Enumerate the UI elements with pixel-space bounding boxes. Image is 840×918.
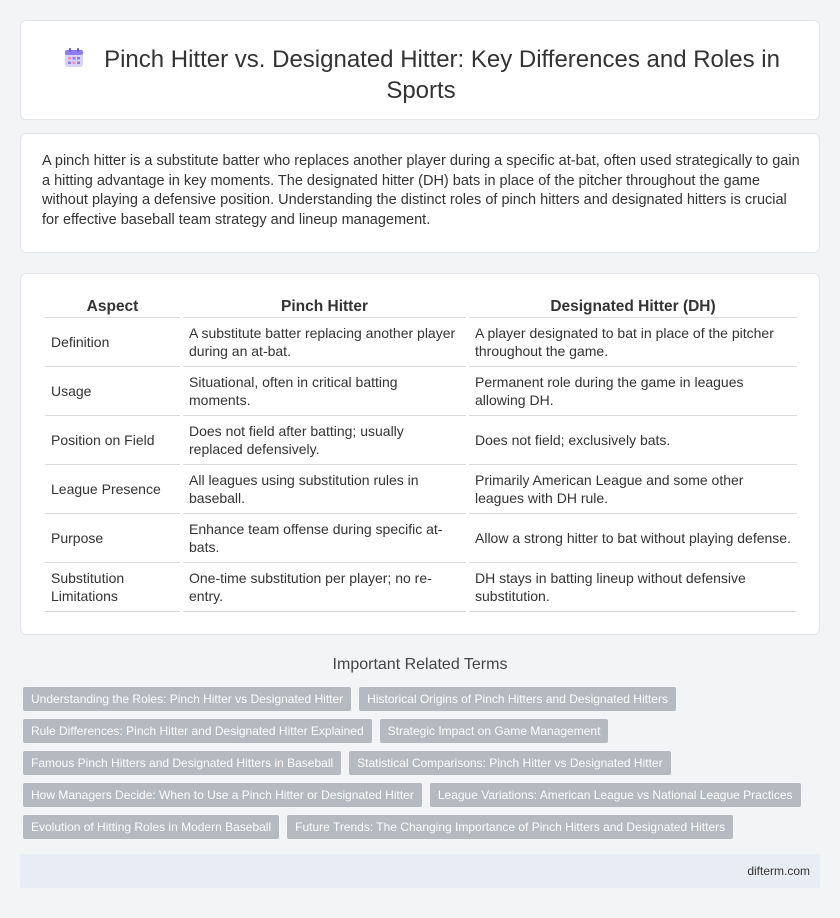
related-term-link[interactable]: Rule Differences: Pinch Hitter and Designated Hitter Explained: [23, 719, 372, 743]
table-row: [45, 563, 797, 612]
row-pinch-hitter: All leagues using substitution rules in baseball.: [183, 465, 466, 514]
row-designated-hitter: A player designated to bat in place of the pitcher throughout the game.: [469, 318, 797, 367]
row-aspect: Usage: [45, 367, 180, 416]
table-row: [45, 465, 797, 514]
row-aspect: Substitution Limitations: [45, 563, 180, 612]
related-term-link[interactable]: Strategic Impact on Game Management: [380, 719, 609, 743]
row-designated-hitter: Does not field; exclusively bats.: [469, 416, 797, 465]
row-pinch-hitter: Enhance team offense during specific at-bats.: [183, 514, 466, 563]
title-card: [20, 20, 820, 120]
related-term-link[interactable]: Understanding the Roles: Pinch Hitter vs Designated Hitter: [23, 687, 351, 711]
related-term-link[interactable]: Historical Origins of Pinch Hitters and Designated Hitters: [359, 687, 676, 711]
footer-bar: [20, 854, 820, 888]
calendar-icon: [62, 46, 86, 70]
related-term-link[interactable]: Statistical Comparisons: Pinch Hitter vs Designated Hitter: [349, 751, 670, 775]
footer-site-link[interactable]: difterm.com: [747, 864, 810, 878]
row-aspect: Position on Field: [45, 416, 180, 465]
header-designated-hitter: Designated Hitter (DH): [469, 296, 797, 318]
related-term-link[interactable]: How Managers Decide: When to Use a Pinch Hitter or Designated Hitter: [23, 783, 422, 807]
table-row: [45, 318, 797, 367]
related-terms-list: [23, 687, 823, 847]
related-term-link[interactable]: Famous Pinch Hitters and Designated Hitters in Baseball: [23, 751, 341, 775]
header-pinch-hitter: Pinch Hitter: [183, 296, 466, 318]
table-row: [45, 416, 797, 465]
table-header-row: [45, 296, 797, 318]
related-term-link[interactable]: Evolution of Hitting Roles in Modern Baseball: [23, 815, 279, 839]
row-aspect: League Presence: [45, 465, 180, 514]
related-term-link[interactable]: Future Trends: The Changing Importance of Pinch Hitters and Designated Hitters: [287, 815, 733, 839]
row-pinch-hitter: A substitute batter replacing another player during an at-bat.: [183, 318, 466, 367]
row-pinch-hitter: One-time substitution per player; no re-entry.: [183, 563, 466, 612]
related-terms-heading: Important Related Terms: [332, 656, 508, 673]
page-title-wrap: [61, 44, 781, 106]
related-term-link[interactable]: League Variations: American League vs National League Practices: [430, 783, 801, 807]
row-designated-hitter: Permanent role during the game in leagues allowing DH.: [469, 367, 797, 416]
header-aspect: Aspect: [45, 296, 180, 318]
comparison-card: [20, 273, 820, 635]
row-pinch-hitter: Situational, often in critical batting moments.: [183, 367, 466, 416]
intro-card: [20, 133, 820, 253]
intro-paragraph: A pinch hitter is a substitute batter who replaces another player during a specific at-bat, often used strategically to gain a hitting advantage in key moments. The designated hitter (DH) bats in place of the pitcher throughout the game without playing a defensive position. Understanding the distinct roles of pinch hitters and designated hitters is crucial for effective baseball team strategy and lineup management.: [42, 153, 800, 228]
row-designated-hitter: Allow a strong hitter to bat without playing defense.: [469, 514, 797, 563]
page-title: Pinch Hitter vs. Designated Hitter: Key Differences and Roles in Sports: [104, 46, 780, 104]
table-row: [45, 514, 797, 563]
comparison-table: [42, 296, 800, 612]
row-designated-hitter: DH stays in batting lineup without defensive substitution.: [469, 563, 797, 612]
table-row: [45, 367, 797, 416]
row-aspect: Purpose: [45, 514, 180, 563]
row-pinch-hitter: Does not field after batting; usually replaced defensively.: [183, 416, 466, 465]
row-aspect: Definition: [45, 318, 180, 367]
row-designated-hitter: Primarily American League and some other leagues with DH rule.: [469, 465, 797, 514]
